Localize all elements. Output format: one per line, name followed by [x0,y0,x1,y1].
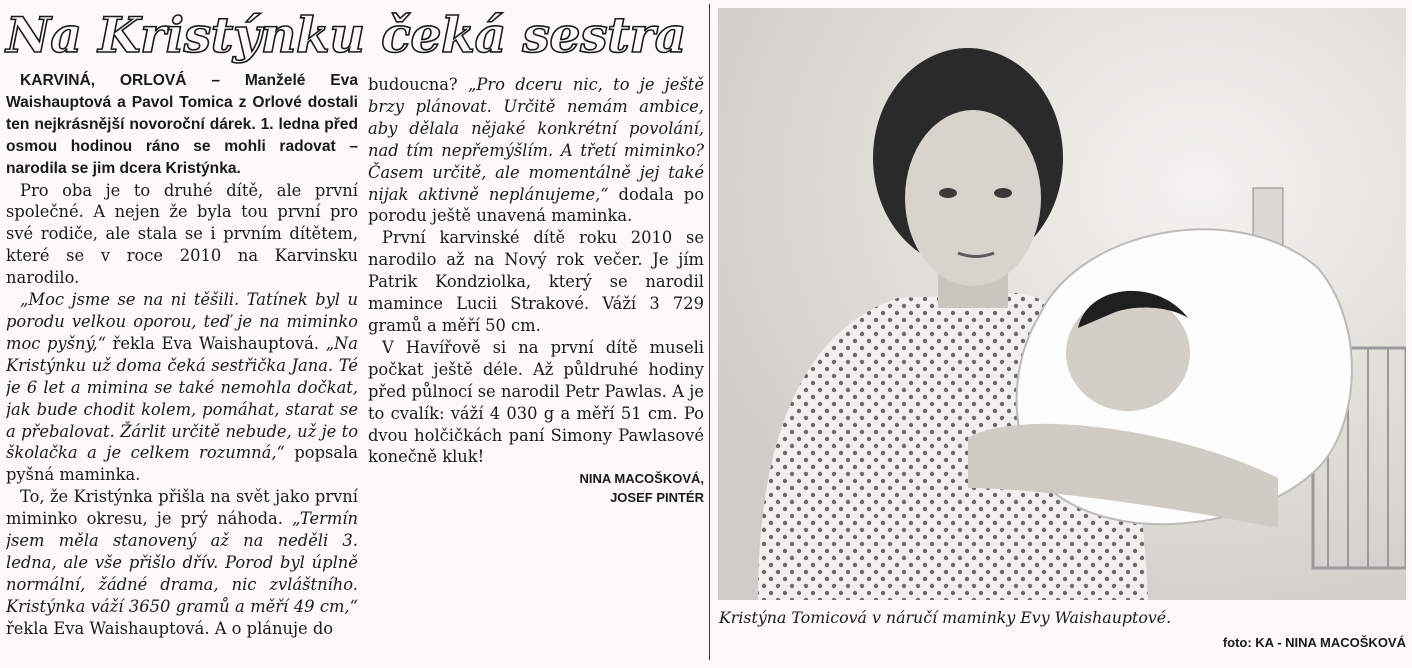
quote [459,119,471,138]
quote: neplánujeme,“ [488,184,609,204]
quote [147,575,160,594]
quote: Časem [368,162,424,182]
quote [628,97,640,116]
quote: plánovat. [415,96,492,116]
quote [617,119,629,138]
quote: měří [250,596,289,616]
quote: A [560,140,573,160]
quote: vše [94,552,123,572]
quote: nepřemýšlím. [441,140,554,160]
text: řekla [6,618,49,638]
quote: neděli [277,531,329,551]
text [148,509,157,528]
text [674,185,684,204]
text: Waishauptová. [89,618,210,638]
quote [505,75,515,94]
quote [654,75,664,94]
column-divider [709,4,710,660]
quote: jsem [6,531,45,551]
text: na [210,487,231,507]
quote [122,553,129,572]
quote [404,97,416,116]
quote: to [613,75,630,94]
article-photo [718,8,1406,600]
quote [525,119,537,138]
text: jako [275,487,310,507]
quote: drama, [160,574,219,594]
quote: nad [368,140,399,160]
quote: aktivně [418,184,479,204]
text: unavená [476,206,547,226]
quote: dceru [515,75,563,94]
quote: nemám [566,96,628,116]
quote: „Na Kristýnku už doma čeká sestřička Jana. Té je 6 let a mimina se také nemohla dočkat, jak bude chodit kolem, pomáhat, starat se a přebalovat. Žárlit určitě nebude, už je to školačka a je celkem rozumná,“ [6,333,358,463]
quote: ale [63,552,89,572]
paragraph-5: V Havířově si na první dítě museli počkat ještě déle. Až půldruhé hodiny před půlnocí se narodil Petr Pawlas. A je to cvalík: váží 4 030 g a měří 51 cm. Po dvou holčičkách paní Simony Pawlasové konečně kluk! [368,337,704,467]
paragraph-4: První karvinské dítě roku 2010 se narodilo až na Nový rok večer. Je jím Patrik Kondziolka, který se narodil mamince Lucii Strakové. Váží 3 729 gramů a měří 50 cm. [368,228,704,335]
quote [305,553,312,572]
article-lead [6,70,358,180]
quote: je [639,75,655,94]
quote: a [235,596,245,616]
quote [616,141,624,160]
quote: nic, [572,75,603,94]
quote: nijak [368,184,409,204]
text: okresu, [86,509,148,529]
quote: konkrétní [537,118,618,138]
quote [219,575,232,594]
paragraph-1: Pro oba je to druhé dítě, ale první společné. A nejen že byla tou první pro své rodiče, ale stala se i prvním dítětem, které se v roce 2010 na Karvinsku narodilo. [6,180,358,288]
quote: normální, [6,574,86,594]
baby-face [1066,295,1190,411]
quote [492,97,504,116]
quote [603,75,613,94]
quote [630,75,640,94]
quote [553,141,561,160]
quote [328,531,342,550]
quote: aby [368,118,398,138]
quote [520,163,529,182]
quote [44,531,58,550]
author-line-1: NINA MACOŠKOVÁ, [579,471,704,487]
text: budoucna? [368,75,458,94]
quote: na [243,531,264,551]
quote: momentálně [528,162,631,182]
quote [659,163,668,182]
text [171,509,180,528]
quote: Porod [225,552,274,572]
quote: třetí [580,140,617,160]
text: prý [180,509,208,529]
quote: měla [58,531,99,551]
paragraph-3-continued [368,74,704,227]
quote [99,531,113,550]
lead-text: Manželé Eva Waishauptová a Pavol Tomica z Orlové dostali ten nejkrásnější novoroční dárek. 1. ledna před osmou hodinou ráno se mohli radovat – narodila se jim dcera Kristýnka. [6,72,358,177]
article-headline: Na Kristýnku čeká sestra [6,6,686,64]
text: první [314,487,358,507]
quote: žádné [98,574,148,594]
quote [229,531,243,550]
quote: gramů [175,596,230,616]
quote: 3. [342,531,358,551]
article-column-2 [368,74,704,664]
text: maminka. [551,206,633,226]
quote: ledna, [6,552,57,572]
text: náhoda. [217,509,283,529]
photo-caption: Kristýna Tomicová v náručí maminky Evy Waishauptové. [719,608,1172,627]
text: miminko [6,509,78,529]
text: Eva [53,618,85,638]
quote: povolání, [628,118,704,138]
text: je [156,509,172,529]
quote [273,553,280,572]
text [458,75,468,94]
quote [397,119,409,138]
quote [263,531,277,550]
quote: zvláštního. [269,574,358,594]
quote [631,163,640,182]
quote: ambice, [639,96,704,116]
photo-credit: foto: KA - NINA MACOŠKOVÁ [1222,635,1406,650]
quote: přišlo [128,552,176,572]
quote: 3650 [128,596,171,616]
quote [555,97,567,116]
quote: jej [639,162,660,182]
paragraph-2 [6,289,358,486]
quote: miminko? [623,140,704,160]
text: A [214,618,227,638]
quote: nic [231,574,257,594]
quote [486,163,495,182]
quote: nějaké [471,118,526,138]
quote: ale [495,162,520,182]
quote: „Pro [467,75,505,94]
author-line-2: JOSEF PINTÉR [610,490,704,506]
text: přišla [158,487,205,507]
quote: určitě, [432,162,487,182]
quote: váží [90,596,124,616]
text: porodu [368,206,427,226]
quote: byl [280,552,305,572]
text: do [312,618,334,638]
mother-and-baby-photo [718,8,1406,600]
quote [479,185,489,204]
text: To, [20,487,45,507]
quote [88,553,95,572]
quote [563,75,573,94]
text: že [49,487,69,507]
quote: také [668,162,704,182]
text: popsala pyšná maminka. [6,443,358,485]
text: o [231,618,242,638]
quote [408,185,418,204]
text: po [683,184,704,204]
paragraph-3 [6,486,358,639]
quote: tím [406,140,434,160]
text: Kristýnka [73,487,153,507]
quote: stanovený [112,531,197,551]
text: svět [235,487,270,507]
quote: brzy [368,96,404,116]
quote: až [210,531,229,551]
mother-face [905,110,1041,286]
text: plánuje [246,618,308,638]
lead-place: KARVINÁ, ORLOVÁ – [20,72,221,89]
text [208,509,217,528]
text: řekla Eva Waishauptová. [105,333,326,353]
quote: „Termín [292,509,358,529]
quote: dřív. [182,552,219,572]
quote: Určitě [503,96,556,116]
quote: Kristýnka [6,596,86,616]
quote: dělala [409,118,460,138]
quote: úplně [311,552,358,572]
quote [256,575,269,594]
quote: 49 [293,596,315,616]
quote: ještě [664,75,704,94]
text [609,185,619,204]
quote: „Moc jsme se na ni těšili. Tatínek byl u porodu velkou oporou, teď je na miminko moc pyšný,“ [6,290,358,353]
text [283,509,292,528]
text: dodala [618,184,674,204]
quote: cm,“ [319,596,358,616]
quote [85,575,98,594]
article-column-1 [6,70,358,660]
text: ještě [431,206,472,226]
text [77,509,86,528]
quote [196,531,210,550]
